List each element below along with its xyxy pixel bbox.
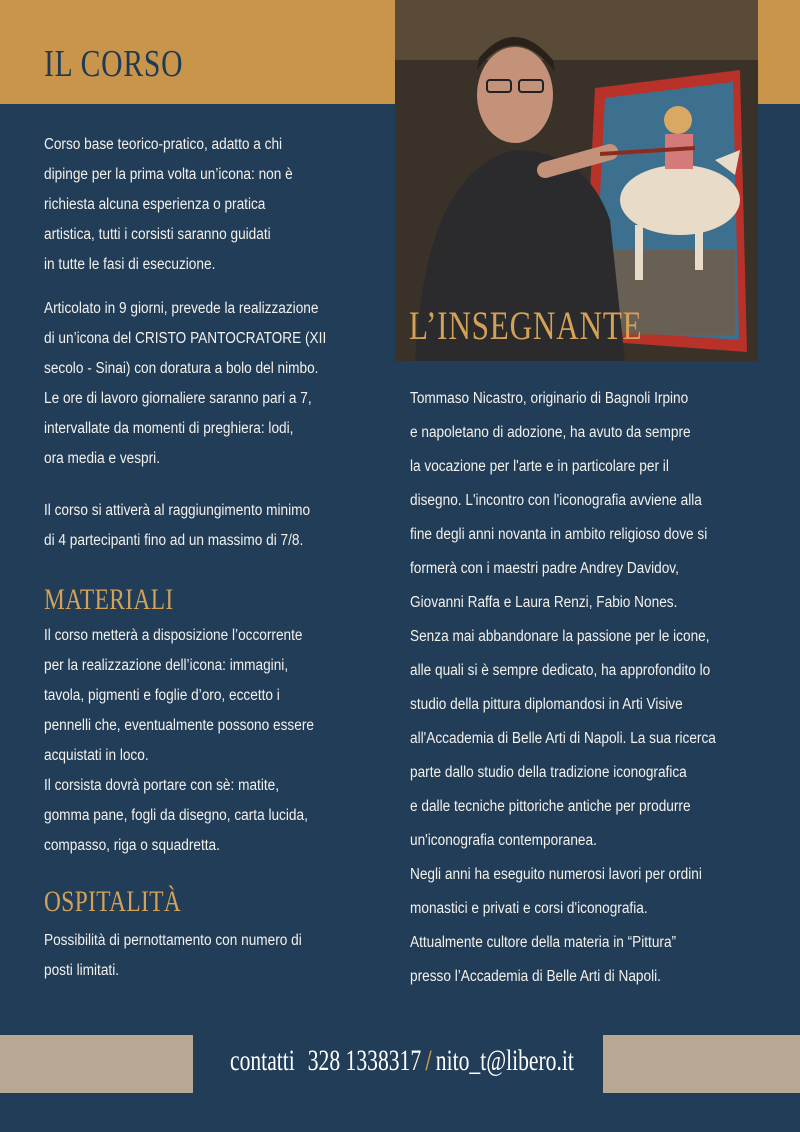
text-line: posti limitati. <box>44 962 120 979</box>
text-line: di un’icona del CRISTO PANTOCRATORE (XII <box>44 330 327 347</box>
materials-body <box>44 621 414 861</box>
text-line: pennelli che, eventualmente possono essere <box>44 717 314 734</box>
text-line: Il corso si attiverà al raggiungimento minimo <box>44 502 311 519</box>
bio-line: Giovanni Raffa e Laura Renzi, Fabio Nones. <box>410 594 678 611</box>
hospitality-title: OSPITALITÀ <box>44 885 182 918</box>
bio-line: un'iconografia contemporanea. <box>410 832 597 849</box>
bio-line: formerà con i maestri padre Andrey Davidov, <box>410 560 679 577</box>
bio-line: disegno. L'incontro con l'iconografia avviene alla <box>410 492 702 509</box>
hospitality-body <box>44 926 414 986</box>
bio-line: monastici e privati e corsi d'iconografia. <box>410 900 648 917</box>
text-line: Possibilità di pernottamento con numero di <box>44 932 302 949</box>
contacts-label: contatti <box>230 1044 295 1077</box>
materials-text <box>44 621 370 861</box>
text-line: dipinge per la prima volta un’icona: non è <box>44 166 293 183</box>
course-paragraph-2-block <box>44 294 414 474</box>
text-line: acquistati in loco. <box>44 747 149 764</box>
bio-line: Tommaso Nicastro, originario di Bagnoli Irpino <box>410 390 689 407</box>
text-line: Le ore di lavoro giornaliere saranno pari a 7, <box>44 390 312 407</box>
text-line: per la realizzazione dell’icona: immagini, <box>44 657 289 674</box>
course-paragraph-1 <box>44 130 370 280</box>
text-line: gomma pane, fogli da disegno, carta lucida, <box>44 807 308 824</box>
text-line: Il corso metterà a disposizione l’occorrente <box>44 627 303 644</box>
bio-line: all'Accademia di Belle Arti di Napoli. La sua ricerca <box>410 730 716 747</box>
phone-number[interactable]: 328 1338317 <box>307 1044 422 1077</box>
text-line: Corso base teorico-pratico, adatto a chi <box>44 136 283 153</box>
page-title: IL CORSO <box>44 43 184 85</box>
text-line: richiesta alcuna esperienza o pratica <box>44 196 266 213</box>
course-paragraph-3 <box>44 496 370 556</box>
teacher-section-title: L’INSEGNANTE <box>409 303 643 348</box>
text-line: artistica, tutti i corsisti saranno guidati <box>44 226 271 243</box>
bio-line: fine degli anni novanta in ambito religioso dove si <box>410 526 708 543</box>
text-line: tavola, pigmenti e foglie d’oro, eccetto i <box>44 687 280 704</box>
text-line: ora media e vespri. <box>44 450 160 467</box>
contacts-line <box>230 1044 574 1078</box>
teacher-bio <box>410 382 790 994</box>
teacher-photo <box>395 0 758 361</box>
text-line: Articolato in 9 giorni, prevede la realizzazione <box>44 300 319 317</box>
course-paragraph-2 <box>44 294 370 474</box>
materials-title: MATERIALI <box>44 583 174 616</box>
bio-line: e dalle tecniche pittoriche antiche per produrre <box>410 798 691 815</box>
bio-line: studio della pittura diplomandosi in Arti Visive <box>410 696 683 713</box>
bio-line: parte dallo studio della tradizione iconografica <box>410 764 687 781</box>
bio-line: alle quali si è sempre dedicato, ha approfondito lo <box>410 662 711 679</box>
email-link[interactable]: nito_t@libero.it <box>435 1044 574 1077</box>
bio-line: presso l’Accademia di Belle Arti di Napoli. <box>410 968 661 985</box>
bio-line: Negli anni ha eseguito numerosi lavori per ordini <box>410 866 702 883</box>
course-description <box>44 130 374 280</box>
bio-line: Attualmente cultore della materia in “Pittura” <box>410 934 677 951</box>
header-band-right <box>758 0 800 104</box>
contacts-separator: / <box>425 1044 432 1077</box>
bio-line: la vocazione per l'arte e in particolare per il <box>410 458 669 475</box>
text-line: intervallate da momenti di preghiera: lodi, <box>44 420 294 437</box>
hospitality-text <box>44 926 370 986</box>
text-line: di 4 partecipanti fino ad un massimo di 7/8. <box>44 532 304 549</box>
footer-band-left <box>0 1035 193 1093</box>
footer-band-right <box>603 1035 800 1093</box>
text-line: in tutte le fasi di esecuzione. <box>44 256 216 273</box>
text-line: Il corsista dovrà portare con sè: matite, <box>44 777 280 794</box>
bio-line: Senza mai abbandonare la passione per le icone, <box>410 628 710 645</box>
course-paragraph-3-block <box>44 496 414 556</box>
text-line: secolo - Sinai) con doratura a bolo del nimbo. <box>44 360 319 377</box>
text-line: compasso, riga o squadretta. <box>44 837 220 854</box>
bio-line: e napoletano di adozione, ha avuto da sempre <box>410 424 691 441</box>
